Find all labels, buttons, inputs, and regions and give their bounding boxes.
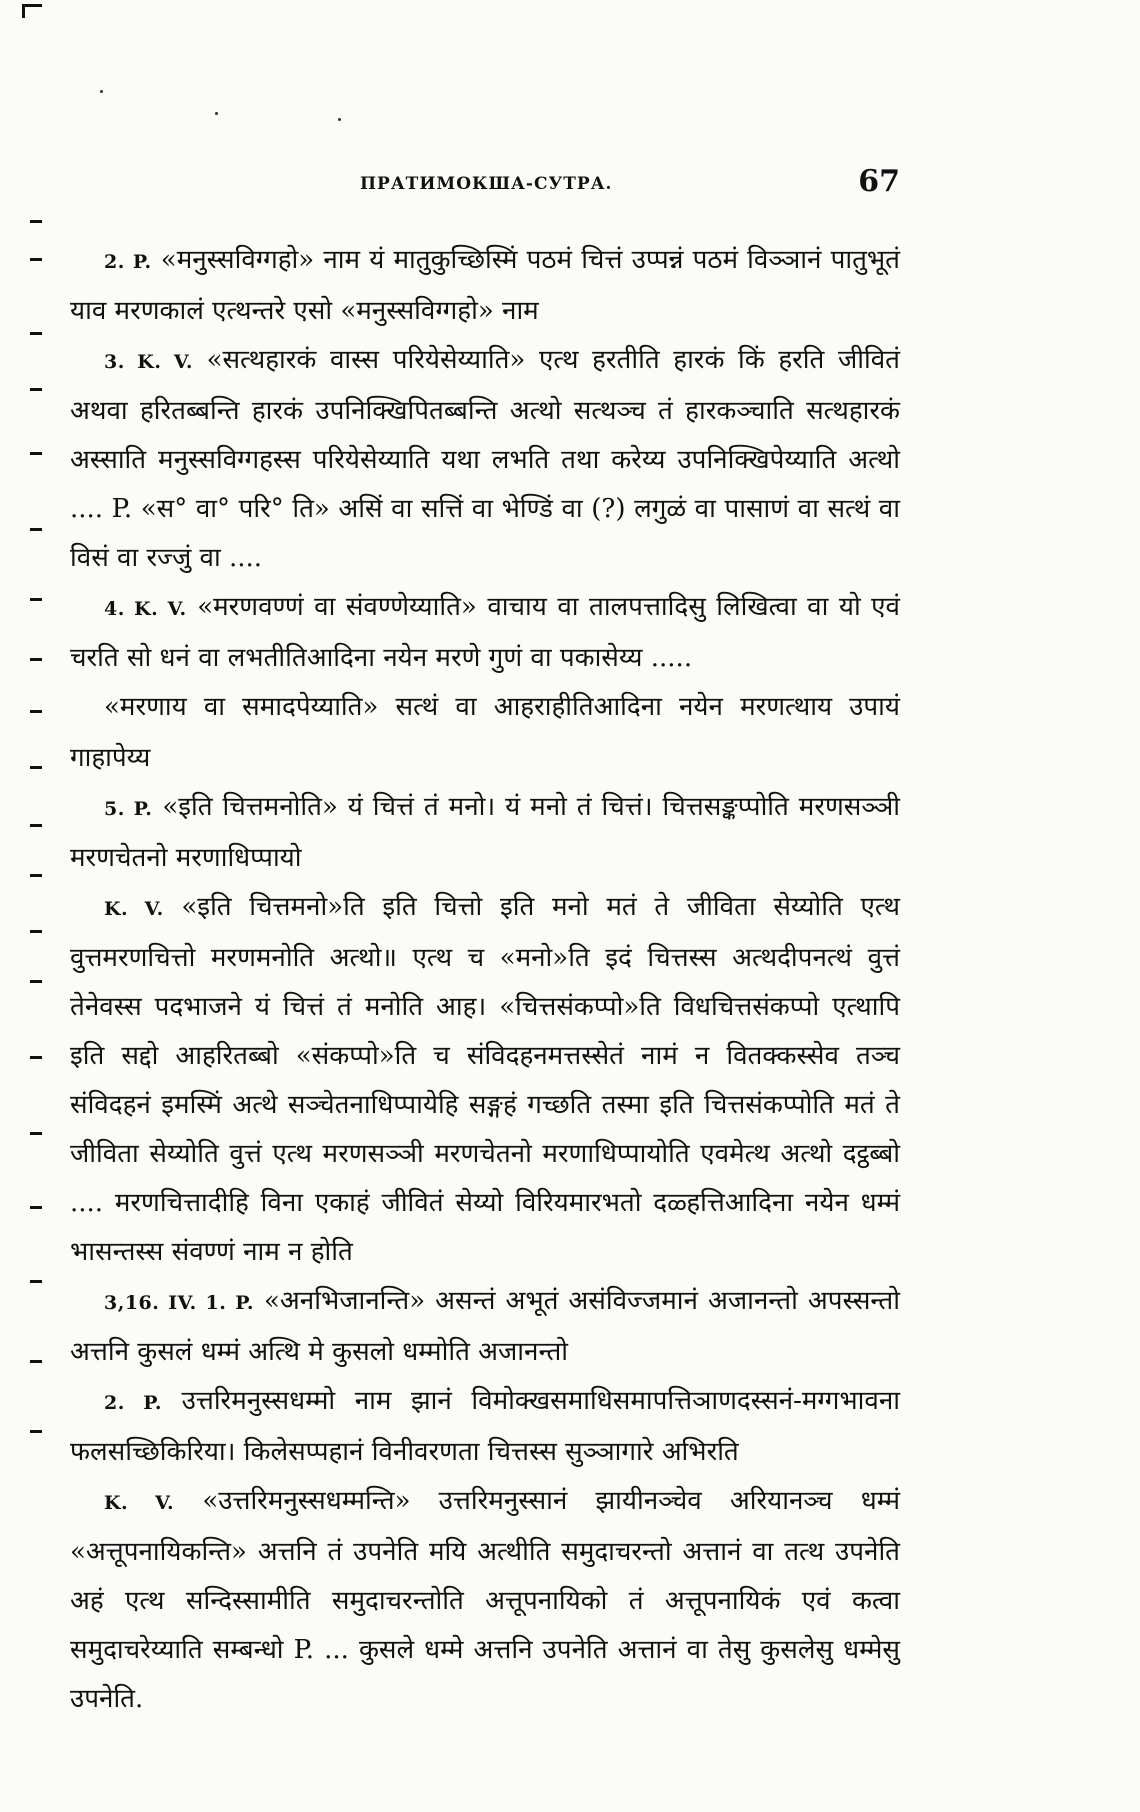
speck bbox=[215, 112, 218, 115]
margin-tick bbox=[30, 1132, 42, 1135]
margin-tick bbox=[30, 1360, 42, 1363]
body-text bbox=[70, 236, 900, 1724]
paragraph bbox=[70, 236, 900, 336]
paragraph-ref: 2. P. bbox=[104, 1392, 163, 1414]
margin-tick bbox=[30, 874, 42, 877]
speck bbox=[338, 118, 341, 121]
margin-tick bbox=[30, 528, 42, 531]
paragraph bbox=[70, 336, 900, 583]
margin-tick bbox=[30, 388, 42, 391]
paragraph-text: «मनुस्सविग्गहो» नाम यं मातुकुच्छिस्मिं पठमं चित्तं उप्पन्नं पठमं विञ्ञानं पातुभूतं याव मरणकालं एत्थन्तरे एसो «मनुस्सविग्गहो» नाम bbox=[70, 245, 901, 326]
paragraph bbox=[70, 883, 900, 1277]
paragraph-text: «अनभिजानन्ति» असन्तं अभूतं असंविज्जमानं अजानन्तो अपस्सन्तो अत्तनि कुसलं धम्मं अत्थि मे कुसलो धम्मोति अजानन्तो bbox=[70, 1286, 900, 1367]
running-title: ПРАТИМОКША-СУТРА. bbox=[360, 174, 613, 194]
paragraph-text: «इति चित्तमनो»ति इति चित्तो इति मनो मतं ते जीविता सेय्योति एत्थ वुत्तमरणचित्तो मरणमनोति अत्थो॥ एत्थ च «मनो»ति इदं चित्तस्स अत्थदीपनत्थं वुत्तं तेनेवस्स पदभाजने यं चित्तं तं मनोति आह। «चित्तसंकप्पो»ति विधचित्तसंकप्पो एत्थापि इति सद्दो आहरितब्बो «संकप्पो»ति च संविदहनमत्तस्सेतं नामं न वितक्कस्सेव तञ्च संविदहनं इमस्मिं अत्थे सञ्चेतनाधिप्पायेहि सङ्गहं गच्छति तस्मा इति चित्तसंकप्पोति मतं ते जीविता सेय्योति वुत्तं एत्थ मरणसञ्ञी मरणचेतनो मरणाधिप्पायोति एवमेत्थ अत्थो दट्ठब्बो .... मरणचित्तादीहि विना एकाहं जीवितं सेय्यो विरियमारभतो दळ्हत्तिआदिना नयेन धम्मं भासन्तस्स संवण्णं नाम न होति bbox=[70, 892, 901, 1267]
margin-tick bbox=[30, 930, 42, 933]
page-header bbox=[70, 164, 900, 208]
paragraph bbox=[70, 1477, 900, 1724]
margin-tick bbox=[30, 598, 42, 601]
margin-tick bbox=[30, 1280, 42, 1283]
paragraph-ref: K. V. bbox=[104, 898, 164, 920]
margin-tick bbox=[30, 332, 42, 335]
margin-tick bbox=[30, 220, 42, 223]
paragraph bbox=[70, 783, 900, 883]
margin-tick bbox=[30, 258, 42, 261]
paragraph-text: «उत्तरिमनुस्सधम्मन्ति» उत्तरिमनुस्सानं झायीनञ्चेव अरियानञ्च धम्मं «अत्तूपनायिकन्ति» अत्तनि तं उपनेति मयि अत्थीति समुदाचरन्तो अत्तानं वा तत्थ उपनेति अहं एत्थ सन्दिस्सामीति समुदाचरन्तोति अत्तूपनायिको तं अत्तूपनायिकं एवं कत्वा समुदाचरेय्याति सम्बन्धो P. ... कुसले धम्मे अत्तनि उपनेति अत्तानं वा तेसु कुसलेसु धम्मेसु उपनेति. bbox=[70, 1486, 901, 1714]
speck bbox=[100, 90, 103, 93]
paragraph bbox=[70, 683, 900, 783]
paragraph bbox=[70, 583, 900, 683]
paragraph-ref: 4. K. V. bbox=[104, 598, 187, 620]
paragraph bbox=[70, 1377, 900, 1477]
paragraph-text: «मरणवण्णं वा संवण्णेय्याति» वाचाय वा तालपत्तादिसु लिखित्वा वा यो एवं चरति सो धनं वा लभतीतिआदिना नयेन मरणे गुणं वा पकासेय्य ..... bbox=[70, 592, 901, 673]
margin-tick bbox=[30, 452, 42, 455]
corner-mark bbox=[22, 4, 42, 7]
margin-tick bbox=[30, 1206, 42, 1209]
paragraph-ref: 3. K. V. bbox=[104, 351, 193, 373]
paragraph-text: «मरणाय वा समादपेय्याति» सत्थं वा आहराहीतिआदिना नयेन मरणत्थाय उपायं गाहापेय्य bbox=[70, 692, 900, 773]
margin-tick bbox=[30, 658, 42, 661]
corner-mark bbox=[22, 4, 25, 18]
margin-tick bbox=[30, 710, 42, 713]
margin-tick bbox=[30, 1430, 42, 1433]
paragraph-ref: 3,16. IV. 1. P. bbox=[104, 1292, 254, 1314]
paragraph-text: «सत्थहारकं वास्स परियेसेय्याति» एत्थ हरतीति हारकं किं हरति जीवितं अथवा हरितब्बन्ति हारकं उपनिक्खिपितब्बन्ति अत्थो सत्थञ्च तं हारकञ्चाति सत्थहारकं अस्साति मनुस्सविग्गहस्स परियेसेय्याति यथा लभति तथा करेय्य उपनिक्खिपेय्याति अत्थो .... P. «स° वा° परि° ति» असिं वा सत्तिं वा भेण्डिं वा (?) लगुळं वा पासाणं वा सत्थं वा विसं वा रज्जुं वा .... bbox=[70, 345, 900, 573]
margin-tick bbox=[30, 1056, 42, 1059]
paragraph bbox=[70, 1277, 900, 1377]
page-number: 67 bbox=[858, 164, 900, 199]
paragraph-text: «इति चित्तमनोति» यं चित्तं तं मनो। यं मनो तं चित्तं। चित्तसङ्कप्पोति मरणसञ्ञी मरणचेतनो मरणाधिप्पायो bbox=[70, 792, 900, 873]
margin-tick bbox=[30, 824, 42, 827]
paragraph-ref: K. V. bbox=[104, 1492, 175, 1514]
paragraph-ref: 2. P. bbox=[104, 251, 152, 273]
paragraph-ref: 5. P. bbox=[104, 798, 153, 820]
paragraph-text: उत्तरिमनुस्सधम्मो नाम झानं विमोक्खसमाधिसमापत्तिञाणदस्सनं-मग्गभावना फलसच्छिकिरिया। किलेसप्पहानं विनीवरणता चित्तस्स सुञ्ञागारे अभिरति bbox=[70, 1386, 901, 1467]
margin-tick bbox=[30, 766, 42, 769]
margin-tick bbox=[30, 980, 42, 983]
